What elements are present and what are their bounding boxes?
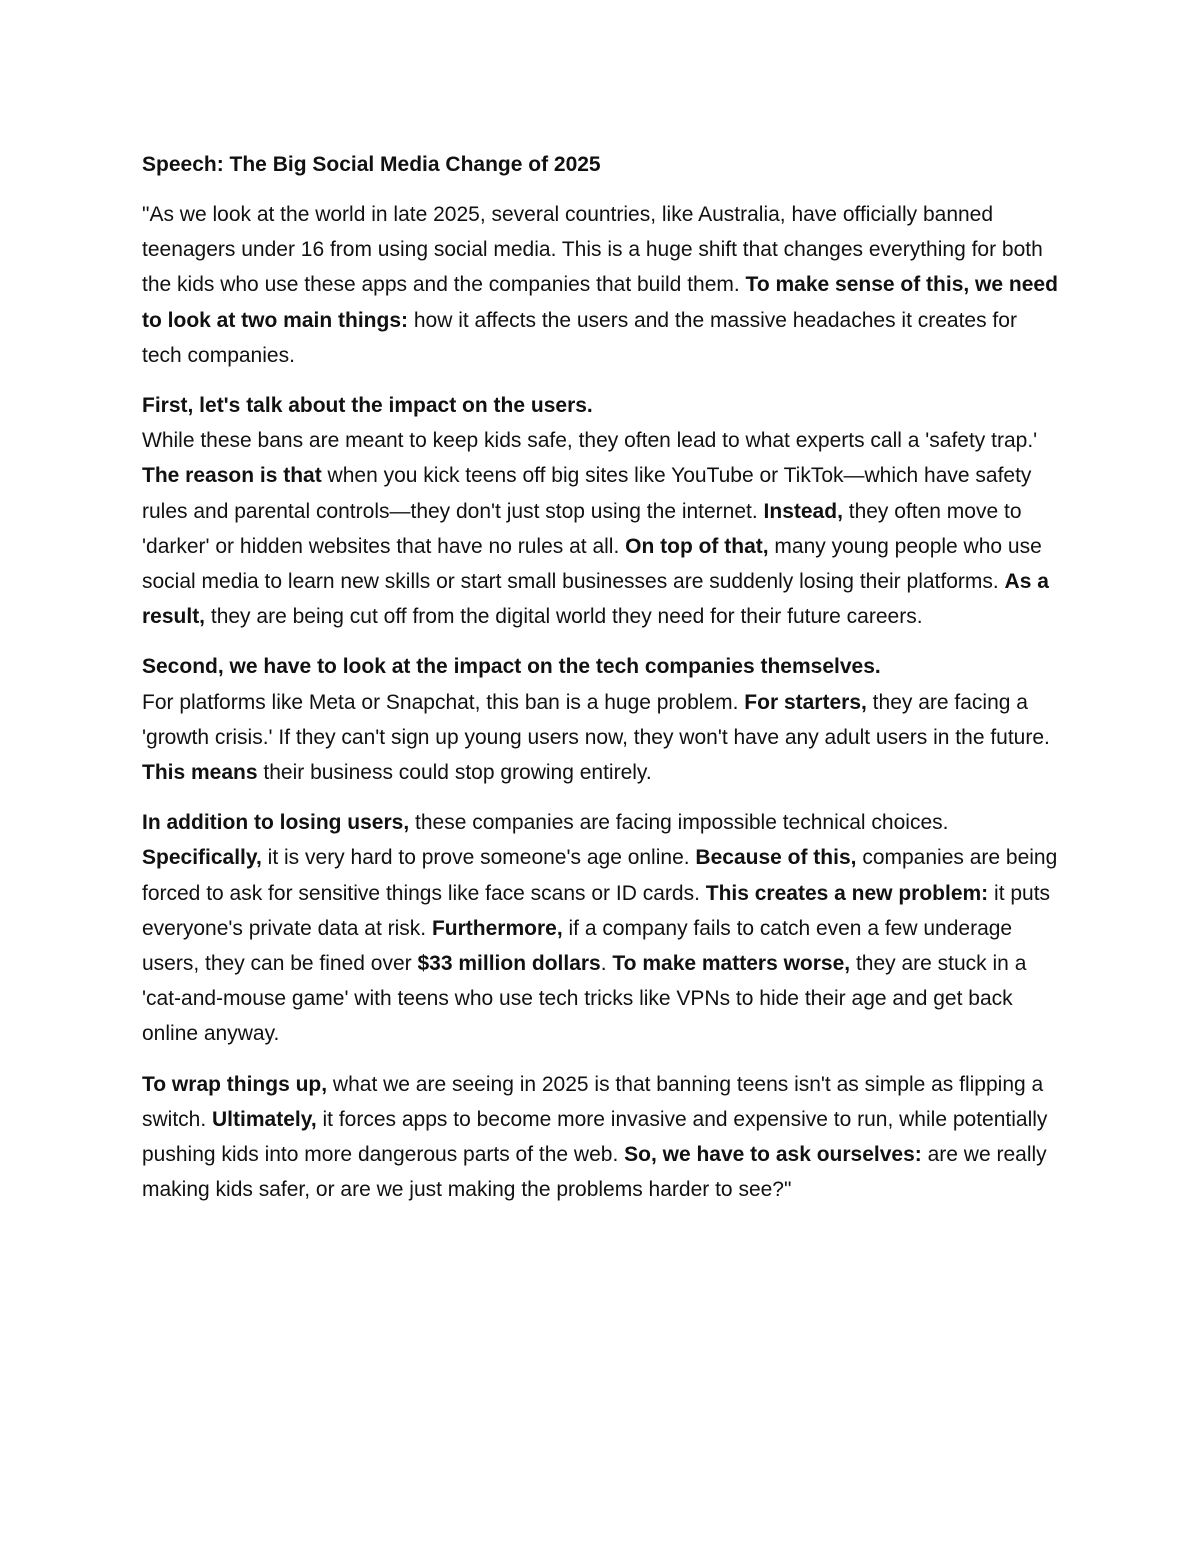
technical-text-7: they are stuck in a 'cat-and-mouse game' with teens who use tech tricks like VPNs to hide their age and get back online anyway. [142,952,1027,1046]
technical-bold-3: Because of this, [695,846,857,870]
intro-bold-1: To make sense of this, we need to look at two main things: [142,273,1058,332]
users-bold-1: The reason is that [142,464,322,488]
users-text-3: they often move to 'darker' or hidden websites that have no rules at all. [142,499,1022,558]
companies-text-1: For platforms like Meta or Snapchat, this ban is a huge problem. [142,690,745,714]
conclusion-bold-3: So, we have to ask ourselves: [624,1143,922,1167]
users-text-1: While these bans are meant to keep kids safe, they often lead to what experts call a 'safety trap.' [142,429,1038,453]
technical-bold-1: In addition to losing users, [142,811,410,835]
conclusion-bold-1: To wrap things up, [142,1072,328,1096]
technical-text-4: it puts everyone's private data at risk. [142,881,1051,940]
document-title: Speech: The Big Social Media Change of 2025 [142,153,601,176]
companies-paragraph [142,649,1060,790]
companies-heading: Second, we have to look at the impact on the tech companies themselves. [142,655,881,679]
document-page [142,147,1060,1222]
users-heading: First, let's talk about the impact on the users. [142,394,593,418]
technical-bold-5: Furthermore, [431,916,563,940]
companies-text-3: their business could stop growing entirely. [257,761,652,785]
technical-text-2: it is very hard to prove someone's age online. [261,846,696,870]
users-text-2: when you kick teens off big sites like YouTube or TikTok—which have safety rules and parental controls—they don't just stop using the internet. [142,464,1032,523]
technical-bold-6: $33 million dollars [417,952,601,976]
technical-text-1: these companies are facing impossible technical choices. [409,811,949,835]
technical-bold-2: Specifically, [142,846,262,870]
conclusion-paragraph [142,1067,1060,1208]
users-text-5: they are being cut off from the digital world they need for their future careers. [205,605,923,629]
conclusion-text-1: what we are seeing in 2025 is that banning teens isn't as simple as flipping a switch. [142,1072,1044,1131]
technical-bold-7: To make matters worse, [612,952,851,976]
conclusion-bold-2: Ultimately, [212,1107,317,1131]
technical-paragraph [142,805,1060,1051]
users-paragraph [142,388,1060,634]
technical-text-6: . [600,952,613,976]
companies-bold-2: This means [142,761,258,785]
users-bold-2: Instead, [763,499,843,523]
conclusion-text-2: it forces apps to become more invasive and expensive to run, while potentially pushing kids into more dangerous parts of the web. [142,1107,1048,1167]
technical-text-3: companies are being forced to ask for sensitive things like face scans or ID cards. [142,846,1058,905]
users-bold-3: On top of that, [625,534,769,558]
users-bold-4: As a result, [142,570,1049,629]
intro-text-2: how it affects the users and the massive headaches it creates for tech companies. [142,308,1017,367]
technical-text-5: if a company fails to catch even a few underage users, they can be fined over [142,916,1013,976]
companies-bold-1: For starters, [744,690,867,714]
technical-bold-4: This creates a new problem: [705,881,989,905]
companies-text-2: they are facing a 'growth crisis.' If they can't sign up young users now, they won't have any adult users in the future. [142,690,1050,749]
users-text-4: many young people who use social media to learn new skills or start small businesses are suddenly losing their platforms. [142,534,1042,594]
intro-text-1: "As we look at the world in late 2025, several countries, like Australia, have officially banned teenagers under 16 from using social media. This is a huge shift that changes everything for both the kids who use these apps and the companies that build them. [142,203,1043,297]
conclusion-text-3: are we really making kids safer, or are we just making the problems harder to see?" [142,1143,1047,1202]
intro-paragraph [142,197,1060,373]
